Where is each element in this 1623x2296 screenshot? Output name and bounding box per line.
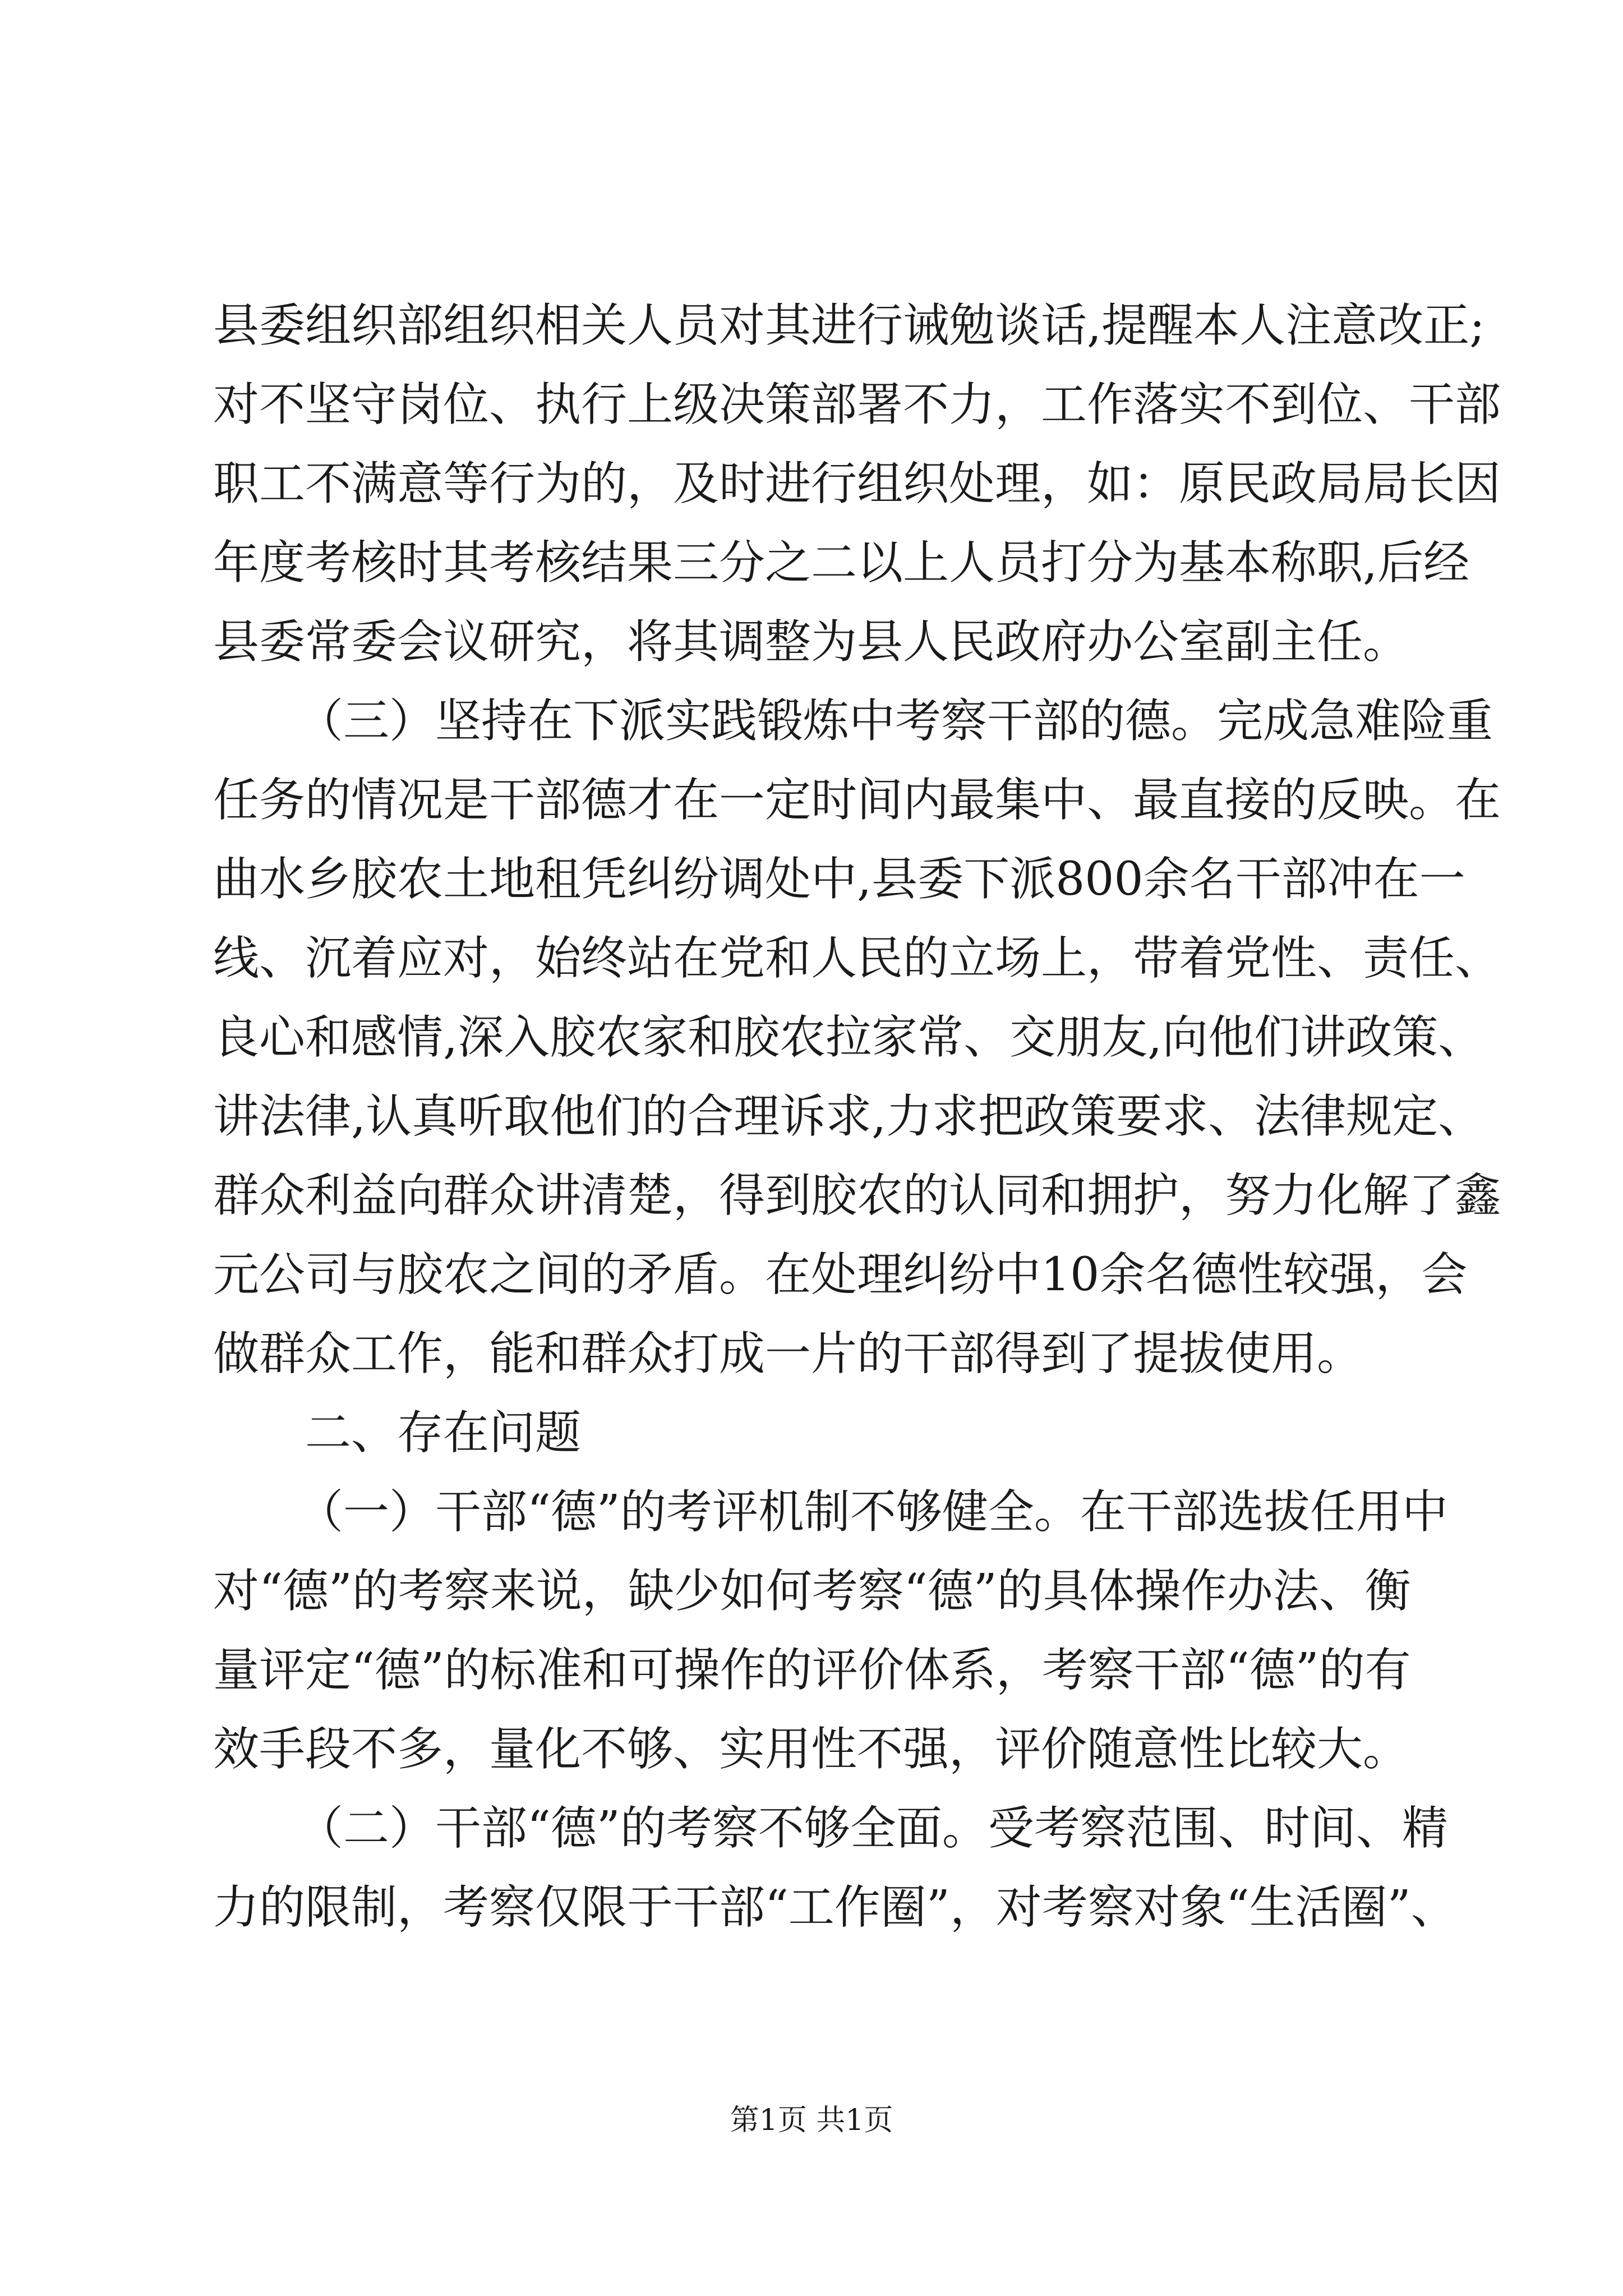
paragraph-heading: （二）干部“德”的考察不够全面。受考察范围、时间、精 [297,1802,1448,1855]
document-body [213,286,1501,1947]
text-line: 量评定“德”的标准和可操作的评价体系，考察干部“德”的有 [213,1644,1411,1697]
page-footer [0,2101,1623,2140]
text-line: 线、沉着应对，始终站在党和人民的立场上，带着党性、责任、 [213,932,1501,985]
text-line: 群众利益向群众讲清楚，得到胶农的认同和拥护，努力化解了鑫 [213,1169,1501,1222]
text-line: 县委常委会议研究，将其调整为县人民政府办公室副主任。 [213,615,1409,669]
paragraph-heading: （三）坚持在下派实践锻炼中考察干部的德。完成急难险重 [297,694,1493,748]
text-line: 力的限制，考察仅限于干部“工作圈”，对考察对象“生活圈”、 [213,1881,1457,1934]
text-line: 县委组织部组织相关人员对其进行诫勉谈话,提醒本人注意改正; [213,299,1485,352]
section-heading: 二、存在问题 [305,1406,582,1460]
text-line: 任务的情况是干部德才在一定时间内最集中、最直接的反映。在 [213,774,1501,827]
text-line: 年度考核时其考核结果三分之二以上人员打分为基本称职,后经 [213,536,1470,590]
text-line: 曲水乡胶农土地租凭纠纷调处中,县委下派800余名干部冲在一 [213,853,1465,906]
text-line: 职工不满意等行为的，及时进行组织处理，如：原民政局局长因 [213,457,1501,510]
page-number-label: 第1页 共1页 [730,2104,893,2137]
text-line: 讲法律,认真听取他们的合理诉求,力求把政策要求、法律规定、 [213,1090,1484,1143]
text-line: 良心和感情,深入胶农家和胶农拉家常、交朋友,向他们讲政策、 [213,1011,1484,1064]
paragraph-heading: （一）干部“德”的考评机制不够健全。在干部选拔任用中 [297,1485,1448,1539]
text-line: 做群众工作，能和群众打成一片的干部得到了提拔使用。 [213,1327,1363,1381]
text-line: 效手段不多，量化不够、实用性不强，评价随意性比较大。 [213,1723,1409,1776]
text-line: 元公司与胶农之间的矛盾。在处理纠纷中10余名德性较强，会 [213,1248,1468,1301]
text-line: 对不坚守岗位、执行上级决策部署不力，工作落实不到位、干部 [213,378,1501,431]
text-line: 对“德”的考察来说，缺少如何考察“德”的具体操作办法、衡 [213,1565,1411,1618]
